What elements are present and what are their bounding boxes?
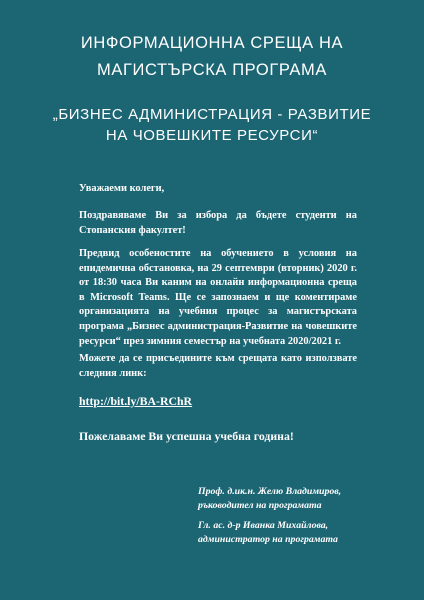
signature-block-1 xyxy=(198,485,388,512)
program-name-line-2: НА ЧОВЕШКИТЕ РЕСУРСИ“ xyxy=(105,127,319,144)
signature-name: Гл. ас. д-р Иванка Михайлова, xyxy=(198,520,329,531)
signature-role: ръководител на програмата xyxy=(198,499,322,511)
title-line-2: МАГИСТЪРСКА ПРОГРАМА xyxy=(97,61,327,79)
wish-text: Пожелаваме Ви успешна учебна година! xyxy=(79,429,294,443)
meeting-link[interactable]: http://bit.ly/BA-RChR xyxy=(79,394,193,408)
congratulations-paragraph: Поздравяваме Ви за избора да бъдете студенти на Стопанския факултет! xyxy=(79,210,357,236)
signature-name: Проф. д.ик.н. Желю Владимиров, xyxy=(198,486,342,497)
signature-role: администратор на програмата xyxy=(198,533,338,545)
program-name-line-1: „БИЗНЕС АДМИНИСТРАЦИЯ - РАЗВИТИЕ xyxy=(52,106,372,123)
join-instruction-paragraph: Можете да се присъедините към срещата като използвате следния линк: xyxy=(79,353,357,379)
title-line-1: ИНФОРМАЦИОННА СРЕЩА НА xyxy=(80,34,344,52)
meeting-details-paragraph: Предвид особеностите на обучението в условия на епидемична обстановка, на 29 септември (вторник) 2020 г. от 18:30 часа Ви каним на онлайн информационна среща в Microsoft Teams. Ще се запознаем и ще коментираме организацията на учебния процес за магистърската програма „Бизнес администрация-Развитие на човешките ресурси“ през зимния семестър на учебната 2020/2021 г. xyxy=(79,248,357,347)
greeting: Уважаеми колеги, xyxy=(79,183,165,194)
signature-block-2 xyxy=(198,519,388,546)
